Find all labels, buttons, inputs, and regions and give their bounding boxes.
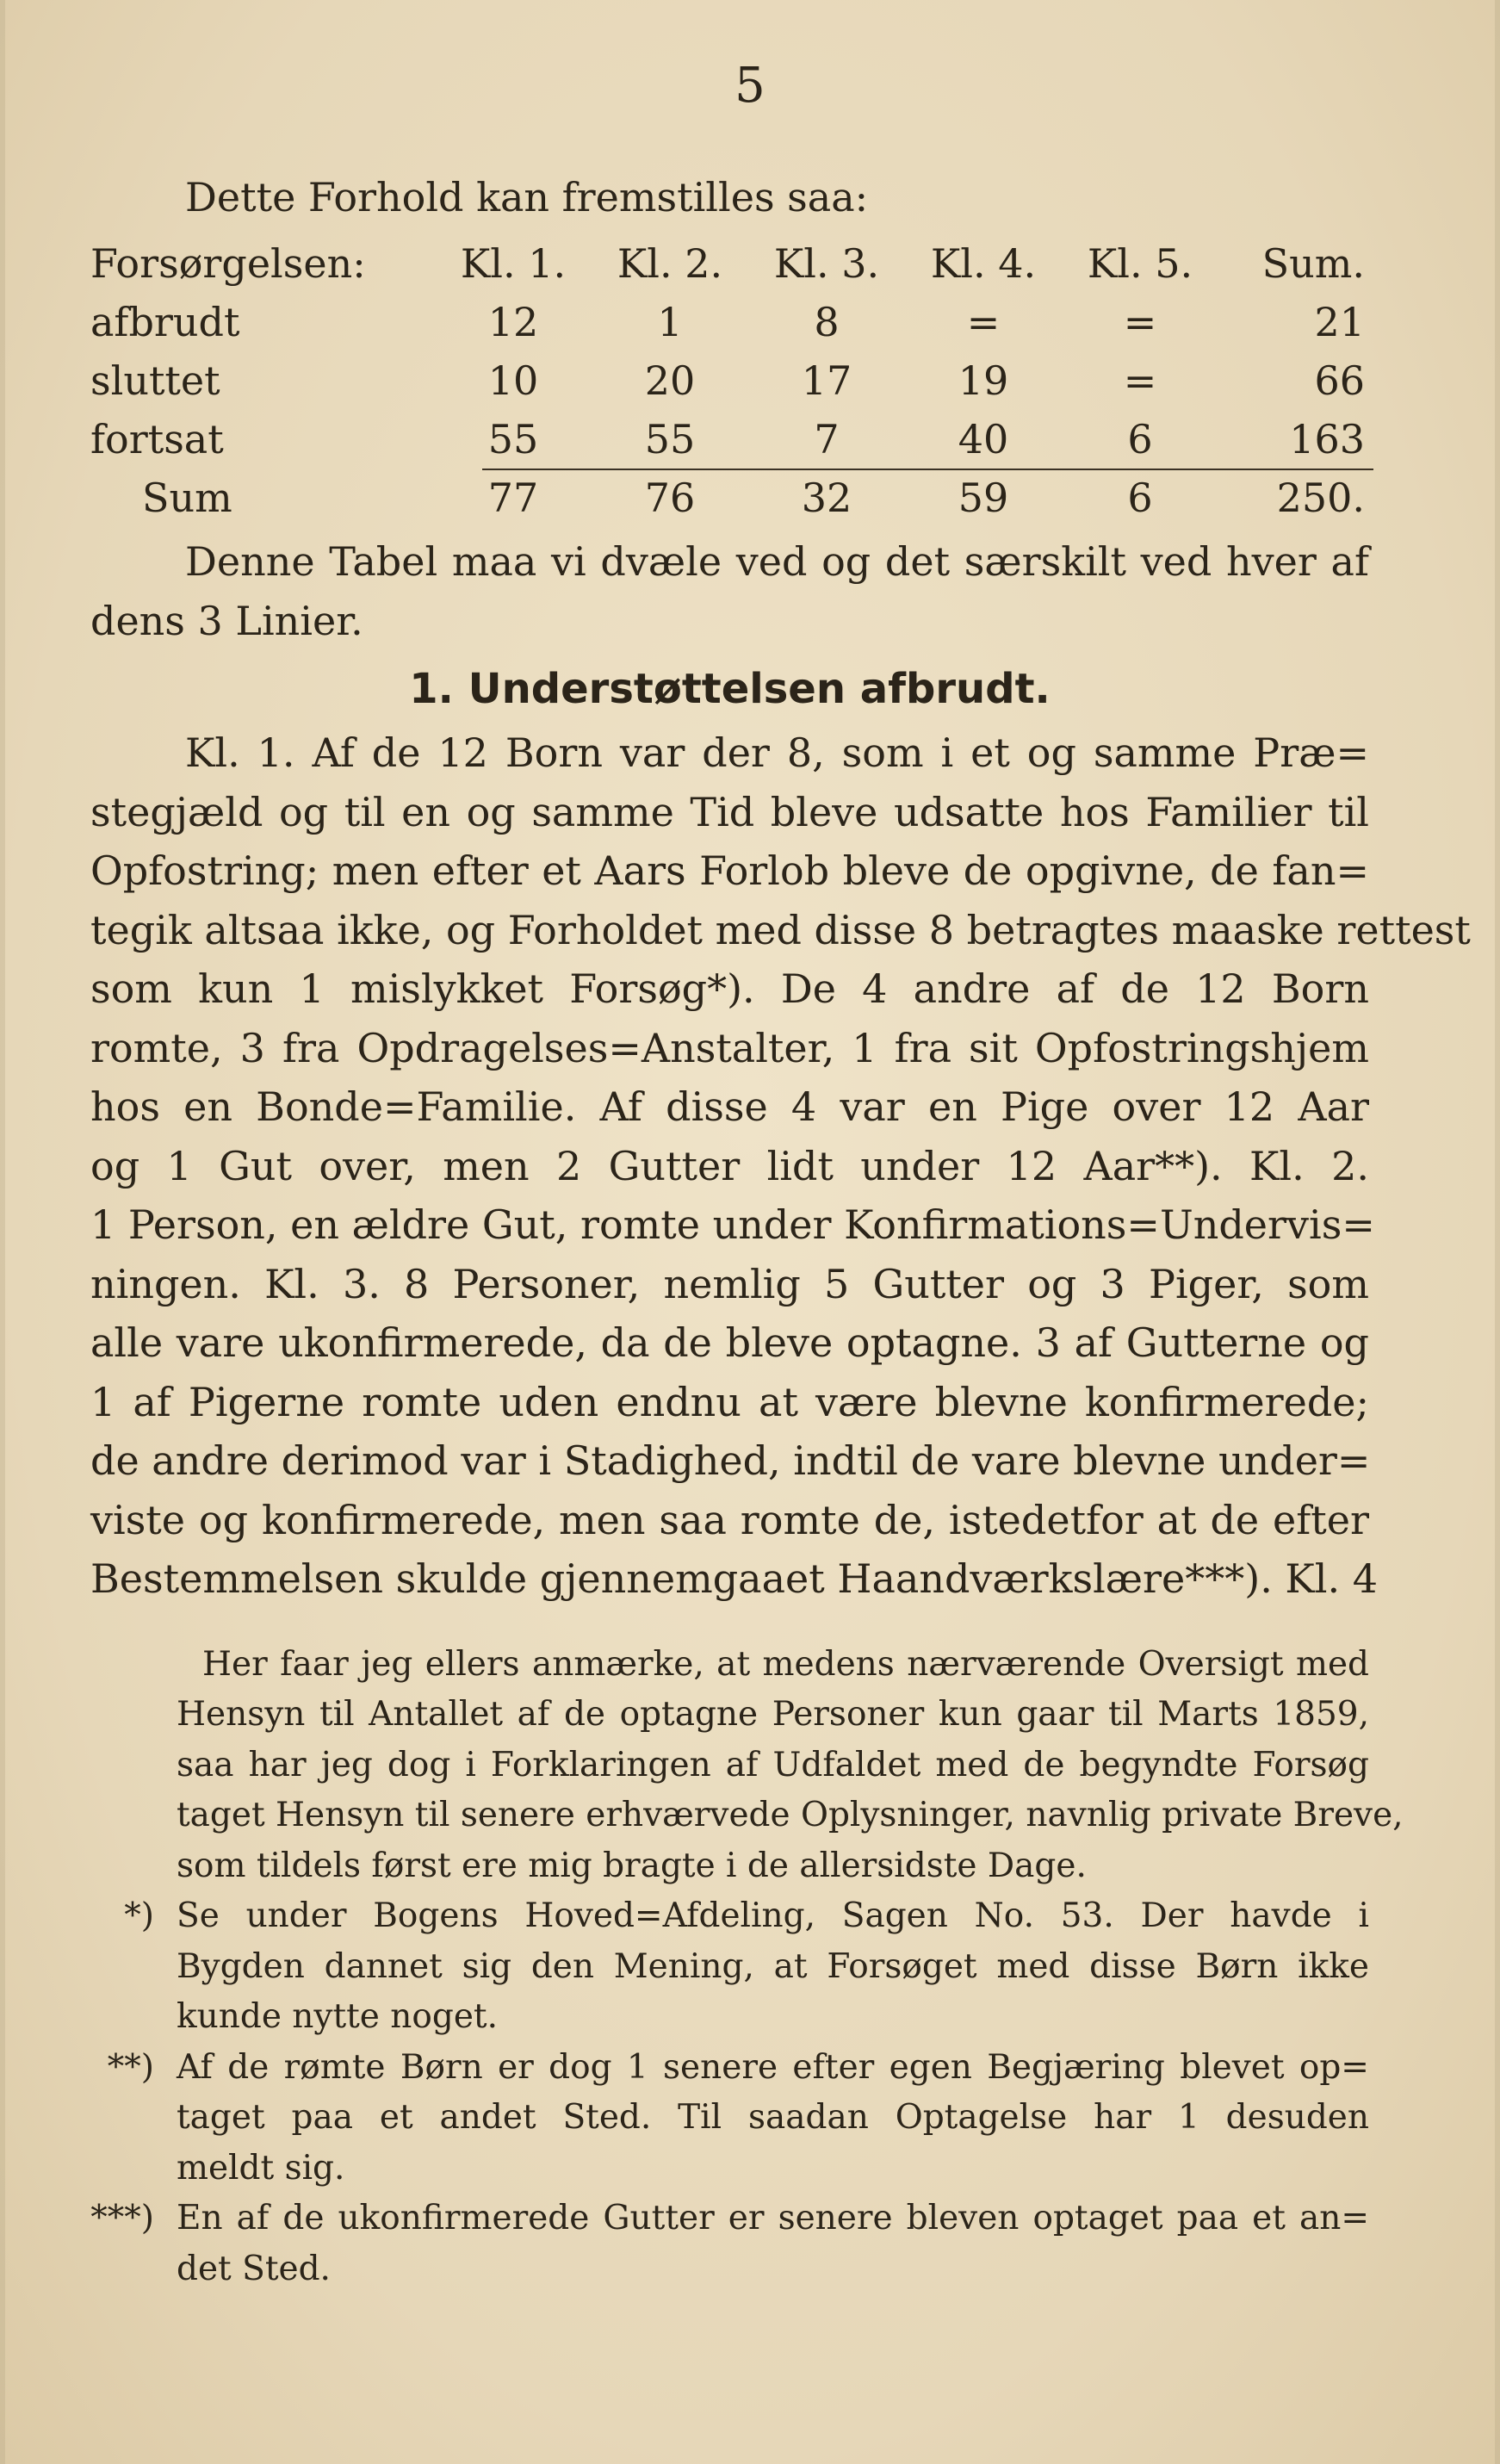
table-cell: 12: [487, 299, 539, 345]
sum-rule: [482, 469, 1373, 470]
page-edge-right: [1495, 0, 1500, 2464]
text-line: alle vare ukonfirmerede, da de bleve optagne. 3 af Gutterne og: [90, 1319, 1369, 1366]
note-line: meldt sig.: [177, 2148, 345, 2188]
note-line: Bygden dannet sig den Mening, at Forsøget med disse Børn ikke: [177, 1946, 1369, 1986]
note-line: Se under Bogens Hoved=Afdeling, Sagen No. 53. Der havde i: [177, 1896, 1369, 1935]
note-line: kunde nytte noget.: [177, 1997, 498, 2036]
table-cell: afbrudt: [90, 299, 240, 345]
page-number: 5: [735, 58, 765, 114]
table-cell: 59: [958, 475, 1009, 521]
note-intro: [90, 1640, 1404, 1892]
footnote: [90, 2043, 1369, 2194]
table-cell: 20: [644, 357, 696, 404]
note-line: det Sted.: [177, 2249, 331, 2288]
table-cell: 7: [814, 416, 840, 462]
table-cell: 40: [958, 416, 1009, 462]
table-cell: 77: [487, 475, 539, 521]
table-cell: 66: [1314, 357, 1365, 404]
text-line: romte, 3 fra Opdragelses=Anstalter, 1 fra sit Opfostringshjem: [90, 1024, 1369, 1071]
page-content: [90, 168, 1471, 2294]
table-cell: 19: [958, 357, 1009, 404]
footnote: [90, 2194, 1369, 2294]
note-line: Af de rømte Børn er dog 1 senere efter egen Begjæring blevet op=: [177, 2047, 1369, 2087]
table-cell: =: [1123, 357, 1157, 404]
table-cell: 55: [487, 416, 539, 462]
intro-sentence: Dette Forhold kan fremstilles saa:: [185, 174, 869, 220]
text-line: 1 Person, en ældre Gut, romte under Konfirmations=Undervis=: [90, 1201, 1375, 1248]
text-line: og 1 Gut over, men 2 Gutter lidt under 12 Aar**). Kl. 2.: [90, 1142, 1369, 1189]
text-line: som kun 1 mislykket Forsøg*). De 4 andre af de 12 Born: [90, 965, 1369, 1012]
table-cell: =: [966, 299, 1001, 345]
footnote: [90, 1891, 1369, 2043]
note-line: Hensyn til Antallet af de optagne Personer kun gaar til Marts 1859,: [177, 1695, 1369, 1734]
table-cell: 6: [1127, 416, 1153, 462]
text-line: Bestemmelsen skulde gjennemgaaet Haandværkslære***). Kl. 4: [90, 1555, 1379, 1602]
table-cell: 76: [644, 475, 696, 521]
footnote-mark: ***): [90, 2199, 154, 2237]
main-paragraph: [90, 723, 1471, 1609]
table-header-cell: Kl. 3.: [773, 240, 880, 287]
after-table-paragraph: [90, 532, 1369, 651]
table-cell: 21: [1314, 299, 1365, 345]
text-line: tegik altsaa ikke, og Forholdet med disse 8 betragtes maaske rettest: [90, 906, 1471, 953]
text-line: ningen. Kl. 3. 8 Personer, nemlig 5 Gutter og 3 Piger, som: [90, 1260, 1369, 1307]
text-line: de andre derimod var i Stadighed, indtil de vare blevne under=: [90, 1437, 1371, 1484]
table-row: [90, 410, 1369, 469]
text-line: Denne Tabel maa vi dvæle ved og det særskilt ved hver af: [185, 538, 1369, 585]
table-cell: 163: [1289, 416, 1365, 462]
table-header-cell: Kl. 5.: [1087, 240, 1193, 287]
table-header-cell: Forsørgelsen:: [90, 240, 366, 287]
table-cell: 250.: [1276, 475, 1365, 521]
text-line: Kl. 1. Af de 12 Born var der 8, som i et og samme Præ=: [185, 729, 1369, 776]
table-cell: 10: [487, 357, 539, 404]
note-line: taget paa et andet Sted. Til saadan Optagelse har 1 desuden: [177, 2098, 1369, 2137]
table-cell: =: [1123, 299, 1157, 345]
footnotes-section: [90, 1640, 1404, 2295]
text-line: stegjæld og til en og samme Tid bleve udsatte hos Familier til: [90, 788, 1369, 835]
text-line: Opfostring; men efter et Aars Forlob bleve de opgivne, de fan=: [90, 847, 1369, 894]
note-line: En af de ukonfirmerede Gutter er senere bleven optaget paa et an=: [177, 2199, 1369, 2237]
table-row: [90, 351, 1369, 410]
table-header-cell: Kl. 1.: [460, 240, 567, 287]
statistics-table: [90, 234, 1369, 527]
text-line: viste og konfirmerede, men saa romte de, istedetfor at de efter: [90, 1496, 1369, 1543]
table-header-cell: Kl. 2.: [617, 240, 723, 287]
footnote-mark: *): [124, 1896, 154, 1935]
table-cell: 55: [644, 416, 696, 462]
text-line: 1 af Pigerne romte uden endnu at være blevne konfirmerede;: [90, 1378, 1369, 1425]
text-line: dens 3 Linier.: [90, 598, 363, 644]
table-cell: 8: [814, 299, 840, 345]
footnote-mark: **): [107, 2047, 154, 2087]
table-cell: fortsat: [90, 416, 224, 462]
table-header-row: [90, 234, 1369, 293]
note-line: taget Hensyn til senere erhværvede Oplysninger, navnlig private Breve,: [177, 1796, 1404, 1834]
table-cell: 32: [801, 475, 852, 521]
section-heading: 1. Understøttelsen afbrudt.: [409, 665, 1051, 713]
table-cell: Sum: [142, 475, 232, 521]
table-cell: 17: [801, 357, 852, 404]
table-cell: sluttet: [90, 357, 220, 404]
table-header-cell: Kl. 4.: [930, 240, 1037, 287]
table-row: [90, 293, 1369, 351]
table-header-cell: Sum.: [1261, 240, 1365, 287]
table-cell: 6: [1127, 475, 1153, 521]
note-line: som tildels først ere mig bragte i de allersidste Dage.: [177, 1846, 1087, 1885]
note-line: Her faar jeg ellers anmærke, at medens nærværende Oversigt med: [202, 1644, 1369, 1684]
page-edge-left: [0, 0, 5, 2464]
note-line: saa har jeg dog i Forklaringen af Udfaldet med de begyndte Forsøg: [177, 1745, 1369, 1784]
table-total-row: [90, 469, 1369, 527]
table-cell: 1: [657, 299, 683, 345]
text-line: hos en Bonde=Familie. Af disse 4 var en Pige over 12 Aar: [90, 1083, 1369, 1130]
